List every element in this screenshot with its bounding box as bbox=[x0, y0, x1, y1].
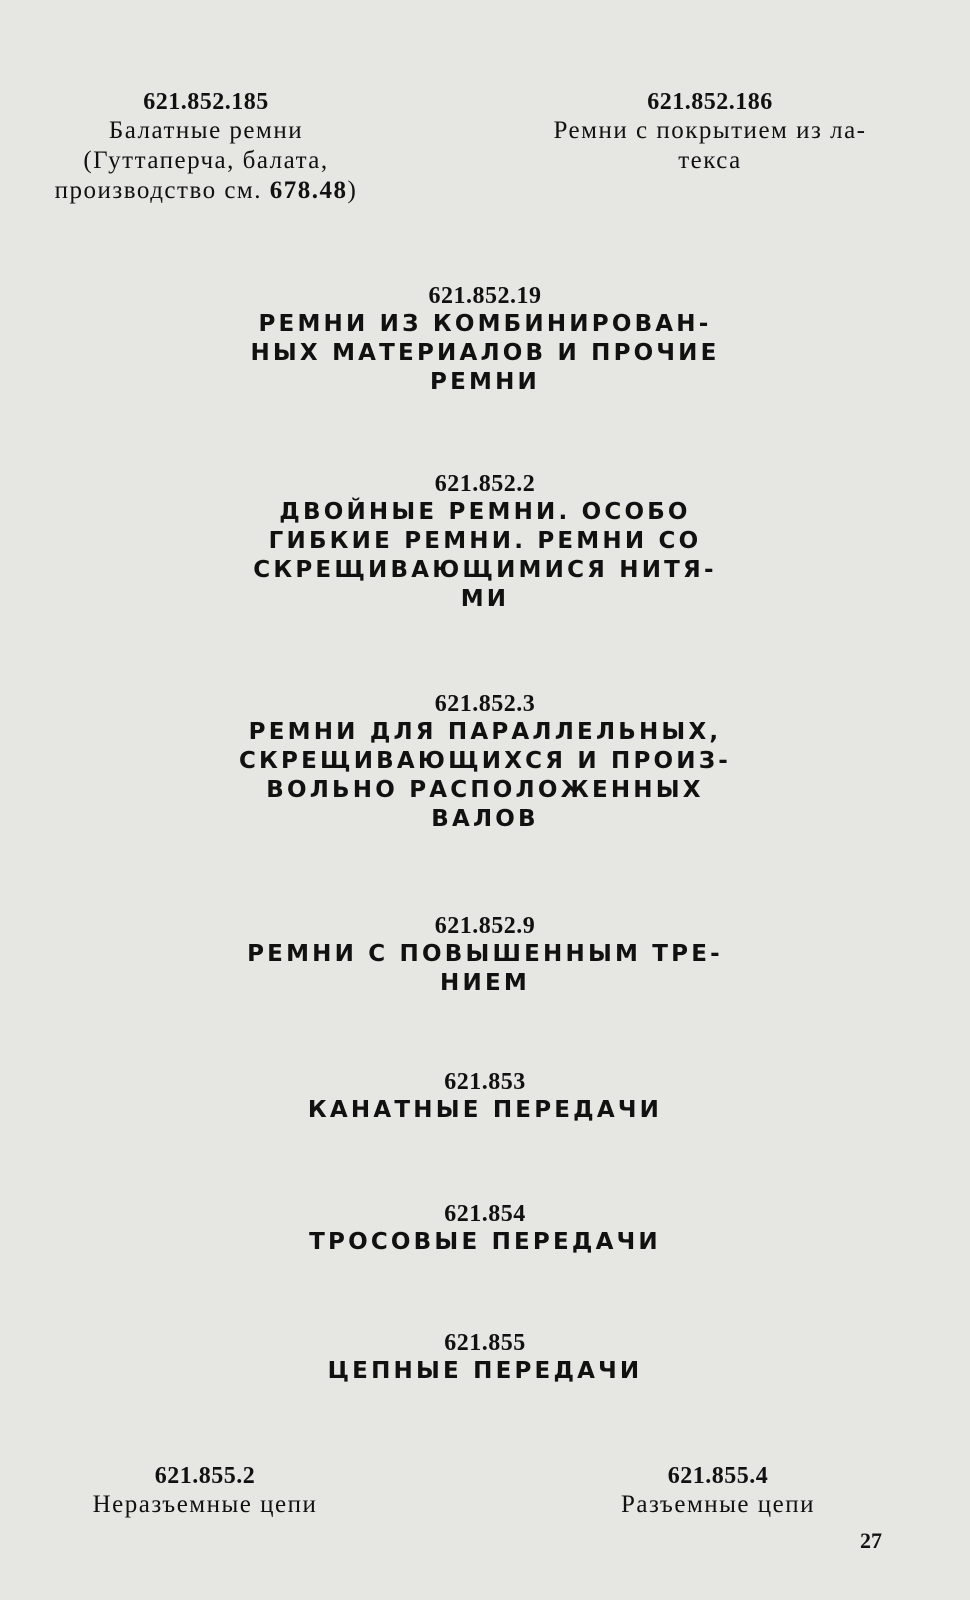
section-heading-line: ВАЛОВ bbox=[431, 806, 539, 832]
section-heading-line: ТРОСОВЫЕ ПЕРЕДАЧИ bbox=[309, 1229, 661, 1255]
entry-line-close: ) bbox=[347, 177, 358, 204]
entry-621-852-186 bbox=[530, 88, 890, 176]
section-heading-line: ВОЛЬНО РАСПОЛОЖЕННЫХ bbox=[266, 777, 704, 803]
section-code: 621.853 bbox=[444, 1069, 526, 1095]
section-heading-line: КАНАТНЫЕ ПЕРЕДАЧИ bbox=[307, 1097, 663, 1123]
entry-line-text: производство см. bbox=[54, 177, 270, 204]
section-621-854 bbox=[150, 1200, 820, 1257]
entry-line: текса bbox=[678, 147, 742, 174]
section-heading-line: ЦЕПНЫЕ ПЕРЕДАЧИ bbox=[327, 1358, 643, 1384]
entry-621-855-2 bbox=[55, 1462, 355, 1520]
section-heading-line: СКРЕЩИВАЮЩИМИСЯ НИТЯ- bbox=[253, 557, 717, 583]
section-heading-line: РЕМНИ С ПОВЫШЕННЫМ ТРЕ- bbox=[247, 941, 723, 967]
section-621-852-9 bbox=[150, 912, 820, 998]
entry-line: Ремни с покрытием из ла- bbox=[553, 117, 867, 144]
cross-reference: 678.48 bbox=[269, 177, 348, 204]
section-heading-line: МИ bbox=[460, 586, 510, 612]
entry-code: 621.855.2 bbox=[154, 1463, 256, 1489]
section-heading-line: НИЕМ bbox=[440, 970, 530, 996]
section-621-852-19 bbox=[150, 282, 820, 397]
entry-code: 621.852.185 bbox=[143, 89, 269, 115]
section-code: 621.854 bbox=[444, 1201, 526, 1227]
entry-code: 621.855.4 bbox=[667, 1463, 769, 1489]
section-code: 621.852.19 bbox=[428, 283, 542, 309]
section-heading-line: РЕМНИ ИЗ КОМБИНИРОВАН- bbox=[258, 311, 712, 337]
section-heading-line: РЕМНИ bbox=[430, 369, 540, 395]
section-code: 621.855 bbox=[444, 1330, 526, 1356]
entry-621-855-4 bbox=[578, 1462, 858, 1520]
entry-line: (Гуттаперча, балата, bbox=[83, 147, 329, 174]
entry-621-852-185 bbox=[25, 88, 387, 206]
section-heading-line: ДВОЙНЫЕ РЕМНИ. ОСОБО bbox=[279, 499, 691, 525]
section-621-852-2 bbox=[150, 470, 820, 614]
section-621-855 bbox=[150, 1329, 820, 1386]
entry-line: Разъемные цепи bbox=[620, 1491, 816, 1518]
section-code: 621.852.3 bbox=[434, 691, 536, 717]
entry-code: 621.852.186 bbox=[647, 89, 773, 115]
entry-line: Неразъемные цепи bbox=[92, 1491, 318, 1518]
section-heading-line: ГИБКИЕ РЕМНИ. РЕМНИ СО bbox=[268, 528, 702, 554]
entry-line: Балатные ремни bbox=[108, 117, 304, 144]
section-code: 621.852.9 bbox=[434, 913, 536, 939]
section-heading-line: РЕМНИ ДЛЯ ПАРАЛЛЕЛЬНЫХ, bbox=[248, 719, 722, 745]
section-621-853 bbox=[150, 1068, 820, 1125]
entry-line bbox=[25, 176, 387, 206]
section-code: 621.852.2 bbox=[434, 471, 536, 497]
section-621-852-3 bbox=[150, 690, 820, 834]
section-heading-line: НЫХ МАТЕРИАЛОВ И ПРОЧИЕ bbox=[250, 340, 720, 366]
section-heading-line: СКРЕЩИВАЮЩИХСЯ И ПРОИЗ- bbox=[238, 748, 732, 774]
page-number: 27 bbox=[860, 1528, 882, 1553]
